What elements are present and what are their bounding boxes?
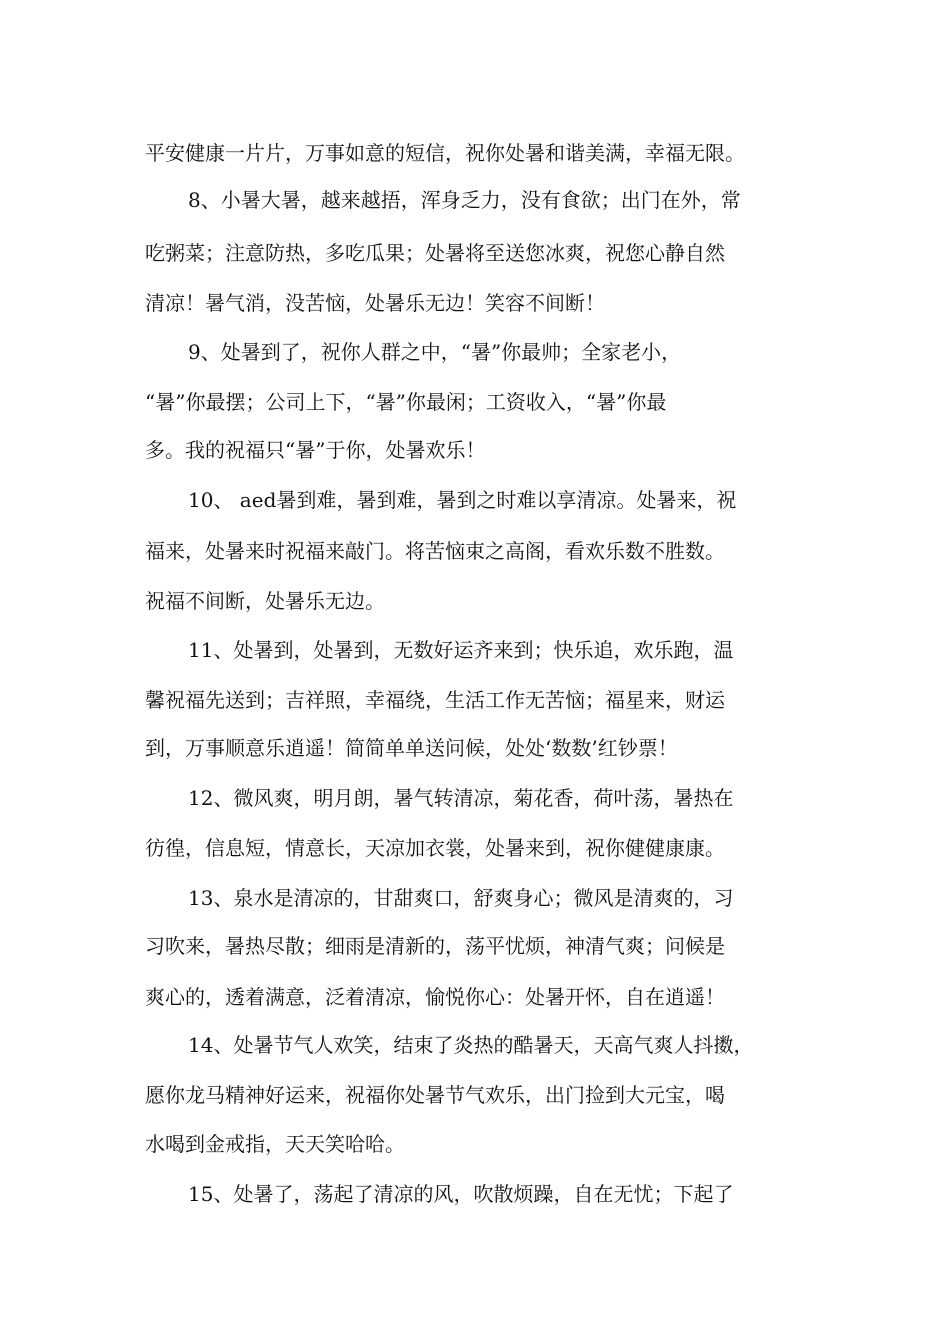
text-line: 馨祝福先送到；吉祥照，幸福绕，生活工作无苦恼；福星来，财运 bbox=[145, 688, 725, 712]
text-line: 8、小暑大暑，越来越捂，浑身乏力，没有食欲；出门在外，常 bbox=[188, 188, 741, 212]
text-line: 清凉！暑气消，没苦恼，处暑乐无边！笑容不间断！ bbox=[145, 291, 605, 315]
text-line: 平安健康一片片，万事如意的短信，祝你处暑和谐美满，幸福无限。 bbox=[145, 141, 745, 165]
text-line: 习吹来，暑热尽散；细雨是清新的，荡平忧烦，神清气爽；问候是 bbox=[145, 934, 725, 958]
text-line: 14、处暑节气人欢笑，结束了炎热的酷暑天，天高气爽人抖擞， bbox=[188, 1033, 754, 1057]
text-line: 13、泉水是清凉的，甘甜爽口，舒爽身心；微风是清爽的，习 bbox=[188, 886, 734, 910]
text-line: 福来，处暑来时祝福来敲门。将苦恼束之高阁，看欢乐数不胜数。 bbox=[145, 539, 725, 563]
text-line: 水喝到金戒指，天天笑哈哈。 bbox=[145, 1132, 405, 1156]
text-line: 到，万事顺意乐逍遥！简简单单送问候，处处‘数数’红钞票！ bbox=[145, 736, 678, 760]
text-line: 彷徨，信息短，情意长，天凉加衣裳，处暑来到，祝你健健康康。 bbox=[145, 836, 725, 860]
text-line: “暑”你最摆；公司上下，“暑”你最闲；工资收入，“暑”你最 bbox=[145, 390, 667, 414]
text-line: 10、 aed暑到难，暑到难，暑到之时难以享清凉。处暑来，祝 bbox=[188, 488, 737, 512]
text-line: 吃粥菜；注意防热，多吃瓜果；处暑将至送您冰爽，祝您心静自然 bbox=[145, 241, 725, 265]
text-line: 愿你龙马精神好运来，祝福你处暑节气欢乐，出门捡到大元宝，喝 bbox=[145, 1083, 725, 1107]
text-line: 祝福不间断，处暑乐无边。 bbox=[145, 589, 385, 613]
text-line: 15、处暑了，荡起了清凉的风，吹散烦躁，自在无忧；下起了 bbox=[188, 1182, 734, 1206]
text-line: 12、微风爽，明月朗，暑气转清凉，菊花香，荷叶荡，暑热在 bbox=[188, 786, 734, 810]
text-line: 多。我的祝福只“暑”于你，处暑欢乐！ bbox=[145, 438, 486, 462]
text-line: 11、处暑到，处暑到，无数好运齐来到；快乐追，欢乐跑，温 bbox=[188, 638, 734, 662]
text-line: 爽心的，透着满意，泛着清凉，愉悦你心：处暑开怀，自在逍遥！ bbox=[145, 985, 725, 1009]
text-line: 9、处暑到了，祝你人群之中，“暑”你最帅；全家老小， bbox=[188, 340, 682, 364]
